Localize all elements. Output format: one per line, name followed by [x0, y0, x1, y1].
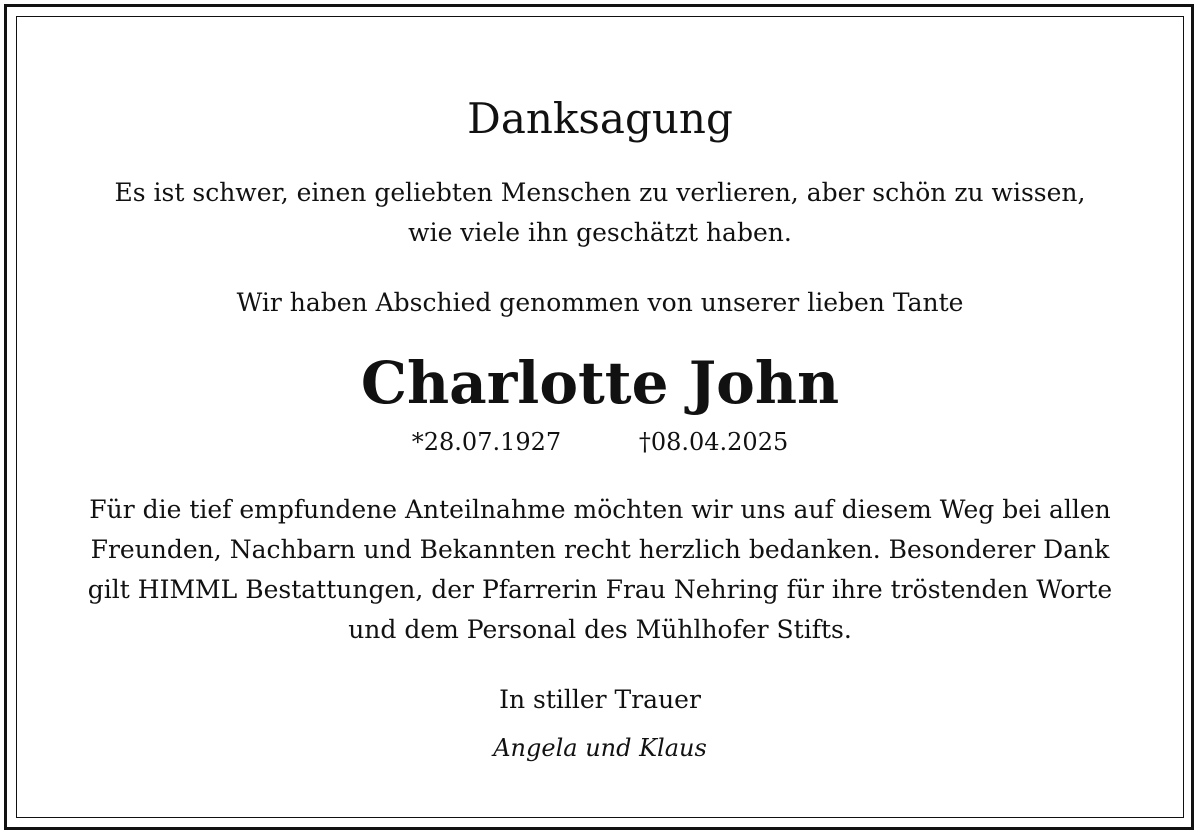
- death-date: †08.04.2025: [638, 428, 789, 456]
- birth-date: *28.07.1927: [411, 428, 562, 456]
- intro-line: Es ist schwer, einen geliebten Menschen zu verlieren, aber schön zu wissen,: [114, 178, 1086, 207]
- thanks-line: und dem Personal des Mühlhofer Stifts.: [348, 615, 852, 644]
- life-dates: [30, 422, 1170, 462]
- thanks-line: gilt HIMML Bestattungen, der Pfarrerin Frau Nehring für ihre tröstenden Worte: [87, 575, 1113, 604]
- thanks-line: Freunden, Nachbarn und Bekannten recht herzlich bedanken. Besonderer Dank: [90, 535, 1110, 564]
- deceased-name: Charlotte John: [360, 349, 840, 417]
- signers: Angela und Klaus: [493, 734, 707, 762]
- intro-text: [30, 173, 1170, 253]
- thanks-line: Für die tief empfundene Anteilnahme möchten wir uns auf diesem Weg bei allen: [89, 495, 1111, 524]
- thanks-paragraph: [30, 490, 1170, 650]
- lead-text: Wir haben Abschied genommen von unserer lieben Tante: [236, 288, 964, 317]
- notice-title: Danksagung: [467, 94, 733, 143]
- intro-line: wie viele ihn geschätzt haben.: [408, 218, 792, 247]
- mourning-line: In stiller Trauer: [499, 685, 701, 714]
